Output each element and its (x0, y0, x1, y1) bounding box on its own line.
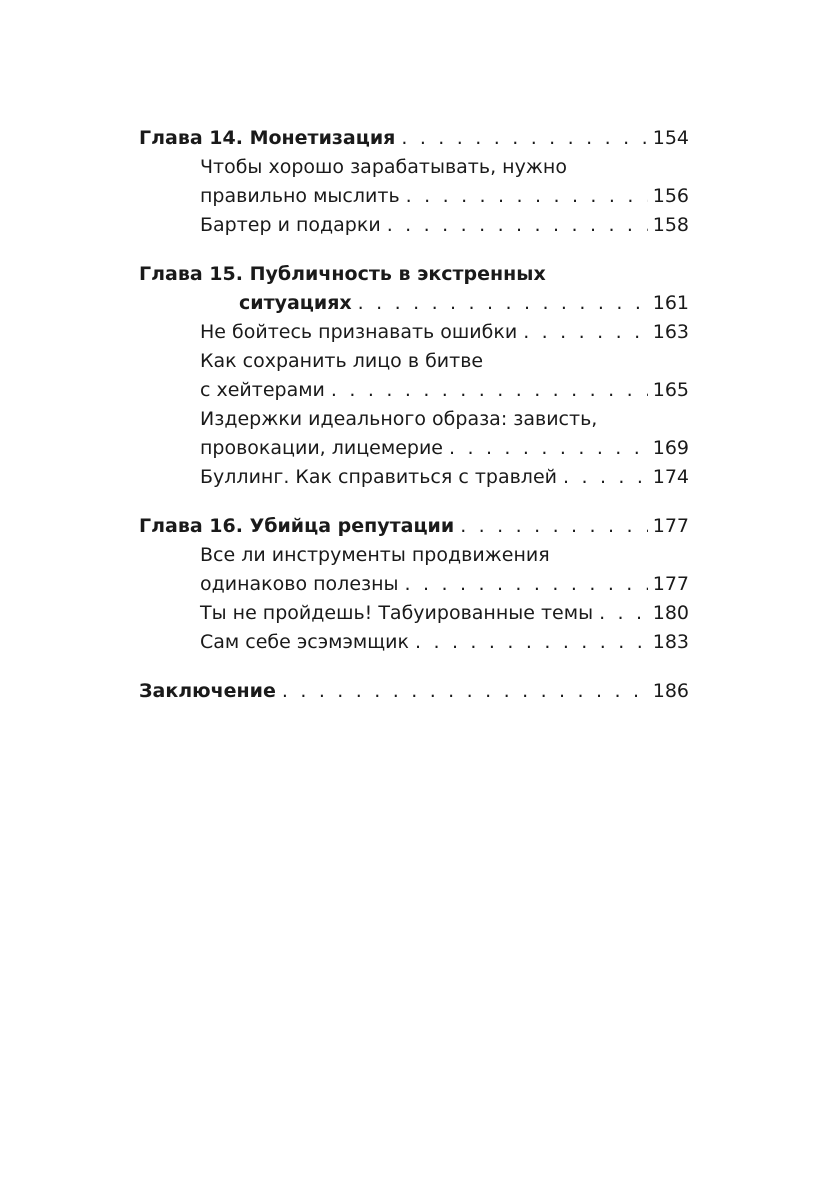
page-number: 186 (652, 680, 689, 702)
dot-leader (406, 182, 648, 211)
chapter-title: Глава 16. Убийца репутации (139, 515, 455, 537)
page-number: 177 (652, 515, 689, 537)
entry-title: Буллинг. Как справиться с травлей (200, 466, 557, 488)
section-gap (139, 240, 689, 260)
chapter-title: Глава 14. Монетизация (139, 127, 396, 149)
page-number: 158 (652, 214, 689, 236)
dot-leader (599, 599, 648, 628)
entry-title: Издержки идеального образа: зависть, (200, 408, 598, 430)
page-number: 161 (652, 292, 689, 314)
section-gap (139, 492, 689, 512)
entry-title: провокации, лицемерие (200, 437, 443, 459)
chapter-title: Заключение (139, 680, 276, 702)
toc-entry (200, 599, 689, 628)
toc-entry (200, 376, 689, 405)
dot-leader (405, 570, 648, 599)
toc-entry (200, 211, 689, 240)
page-number: 183 (652, 631, 689, 653)
toc-chapter-15 (139, 260, 689, 289)
entry-title: правильно мыслить (200, 185, 400, 207)
toc-entry (200, 628, 689, 657)
page-number: 169 (652, 437, 689, 459)
entry-title: Как сохранить лицо в битве (200, 350, 484, 372)
entry-title: Все ли инструменты продвижения (200, 544, 550, 566)
section-gap (139, 657, 689, 677)
dot-leader (401, 124, 647, 153)
page-number: 163 (652, 321, 689, 343)
toc-entry (200, 434, 689, 463)
toc-entry-line (200, 153, 689, 182)
entry-title: Бартер и подарки (200, 214, 381, 236)
toc-entry (200, 570, 689, 599)
entry-title: Сам себе эсэмэмщик (200, 631, 409, 653)
entry-title: Не бойтесь признавать ошибки (200, 321, 518, 343)
toc-entry (200, 318, 689, 347)
toc-chapter-14 (139, 124, 689, 153)
dot-leader (282, 677, 648, 706)
toc-conclusion (139, 677, 689, 706)
toc-entry-line (200, 541, 689, 570)
dot-leader (358, 289, 648, 318)
entry-title: Ты не пройдешь! Табуированные темы (200, 602, 594, 624)
dot-leader (415, 628, 648, 657)
dot-leader (523, 318, 648, 347)
entry-title: с хейтерами (200, 379, 325, 401)
toc-entry (200, 463, 689, 492)
page-number: 177 (652, 573, 689, 595)
dot-leader (563, 463, 648, 492)
table-of-contents (139, 124, 689, 706)
toc-entry (200, 182, 689, 211)
dot-leader (449, 434, 648, 463)
toc-chapter-15-cont (239, 289, 689, 318)
chapter-title: Глава 15. Публичность в экстренных (139, 263, 546, 285)
toc-chapter-16 (139, 512, 689, 541)
chapter-title: ситуациях (239, 292, 352, 314)
entry-title: Чтобы хорошо зарабатывать, нужно (200, 156, 567, 178)
entry-title: одинаково полезны (200, 573, 399, 595)
page-number: 154 (652, 127, 689, 149)
dot-leader (387, 211, 648, 240)
page-number: 165 (652, 379, 689, 401)
page-number: 156 (652, 185, 689, 207)
page-number: 174 (652, 466, 689, 488)
page-number: 180 (652, 602, 689, 624)
dot-leader (331, 376, 648, 405)
toc-entry-line (200, 405, 689, 434)
dot-leader (460, 512, 648, 541)
toc-entry-line (200, 347, 689, 376)
